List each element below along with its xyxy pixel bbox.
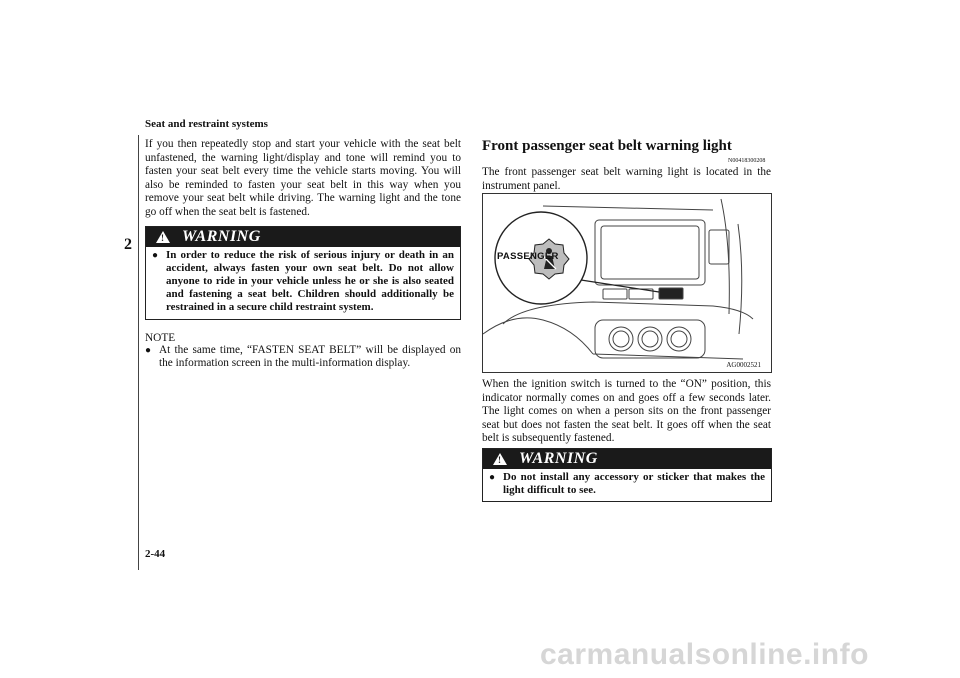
note-section (145, 332, 461, 371)
warning-item (483, 469, 771, 501)
right-intro-paragraph: The front passenger seat belt warning light is located in the instrument panel. (482, 166, 771, 192)
watermark: carmanualsonline.info (540, 638, 869, 671)
warning-triangle-icon (493, 453, 507, 465)
page-number: 2-44 (145, 548, 166, 560)
warning-header (483, 449, 771, 469)
warning-item (146, 247, 460, 319)
warning-text: In order to reduce the risk of serious injury or death in an accident, always fasten your own seat belt. Do not allow anyone to ride in your vehicle unless he or she is also seated and fastening a seat belt. Children should additionally be restrained in a secure child restraint system. (166, 248, 454, 314)
intro-paragraph: If you then repeatedly stop and start your vehicle with the seat belt unfastened, the warning light/display and tone will remind you to fasten your seat belt every time the vehicle starts moving. You will also be reminded to fasten your seat belt in this way when you remove your seat belt while driving. The warning light and the tone go off when the seat belt is fastened. (145, 138, 461, 218)
right-body-paragraph: When the ignition switch is turned to the “ON” position, this indicator normally comes on and goes off a few seconds later. The light comes on when a person sits on the front passenger seat but does not fasten the seat belt. It goes off when the seat belt is subsequently fastened. (482, 378, 771, 445)
chapter-number: 2 (124, 236, 132, 253)
note-item (145, 344, 461, 371)
left-column (145, 138, 461, 371)
passenger-callout-label: PASSENGER (497, 251, 559, 262)
dashboard-illustration (483, 194, 771, 372)
instrument-panel-figure (482, 193, 772, 373)
figure-id: AG0002521 (726, 361, 761, 369)
warning-title: WARNING (182, 227, 261, 245)
warning-box (145, 226, 461, 320)
section-heading: Front passenger seat belt warning light (482, 138, 732, 154)
bullet-icon: ● (152, 249, 159, 261)
warning-box-right (482, 448, 772, 502)
document-code: N00418300208 (728, 158, 766, 164)
section-header: Seat and restraint systems (145, 118, 268, 130)
note-text: At the same time, “FASTEN SEAT BELT” will be displayed on the information screen in the multi-information display. (159, 343, 461, 370)
warning-triangle-icon (156, 231, 170, 243)
chapter-divider (138, 135, 139, 570)
warning-text: Do not install any accessory or sticker that makes the light difficult to see. (503, 471, 765, 497)
bullet-icon: ● (145, 344, 152, 356)
note-label: NOTE (145, 331, 176, 344)
warning-header (146, 227, 460, 247)
warning-title: WARNING (519, 450, 598, 467)
bullet-icon: ● (489, 472, 496, 483)
